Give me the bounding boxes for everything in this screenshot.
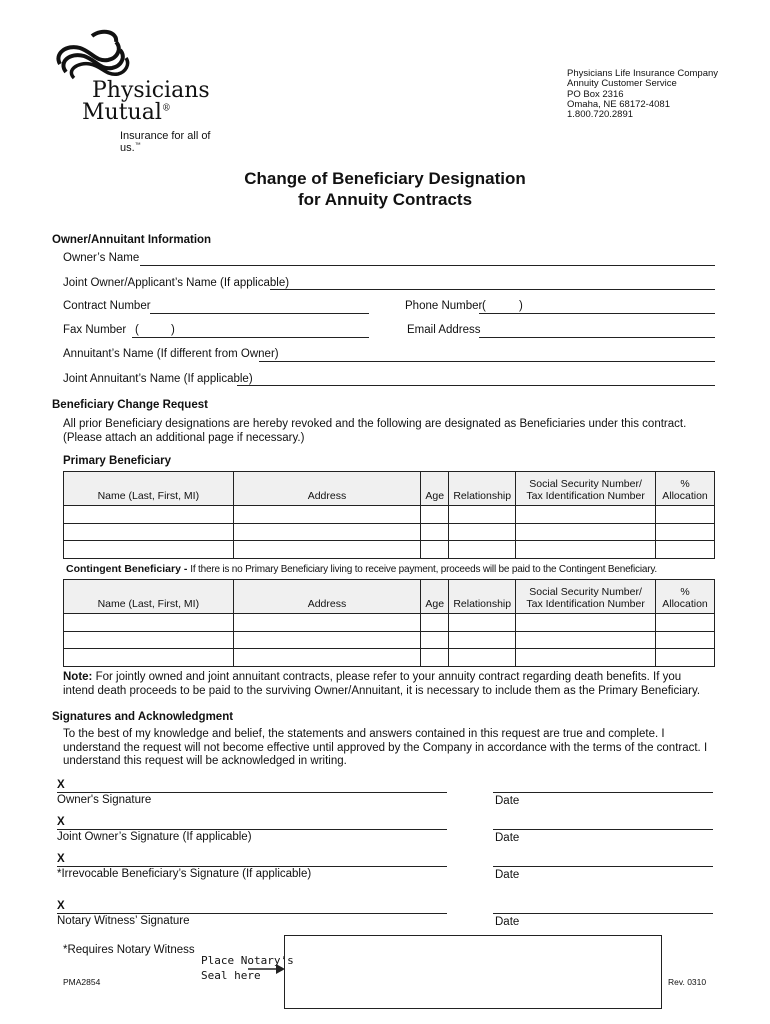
logo-text-mutual bbox=[82, 100, 171, 125]
cell[interactable] bbox=[449, 541, 516, 559]
col-ssn-line2: Tax Identification Number bbox=[526, 598, 645, 610]
primary-beneficiary-table bbox=[63, 471, 715, 559]
phone-paren-open: ( bbox=[482, 300, 486, 312]
requires-notary-note: *Requires Notary Witness bbox=[63, 944, 195, 956]
note-text: For jointly owned and joint annuitant contracts, please refer to your annuity contract regarding death benefits. If you intend death proceeds to be paid to the surviving Owner/Annuitant, it is necessary to include them as the Primary Beneficiary. bbox=[63, 671, 701, 697]
primary-beneficiary-heading: Primary Beneficiary bbox=[63, 455, 172, 467]
notary-signature-field[interactable] bbox=[57, 913, 447, 914]
seal-line1: Place Notary’s bbox=[201, 954, 294, 967]
cell[interactable] bbox=[233, 631, 421, 649]
signatures-heading: Signatures and Acknowledgment bbox=[52, 711, 234, 723]
table-row[interactable] bbox=[64, 614, 715, 632]
logo-text-physicians: Physicians bbox=[92, 78, 210, 103]
irrevocable-sig-x: X bbox=[57, 853, 65, 865]
beneficiary-note bbox=[63, 671, 715, 698]
notary-date-label: Date bbox=[495, 916, 520, 928]
joint-signature-label: Joint Owner’s Signature (If applicable) bbox=[57, 831, 252, 843]
company-logo bbox=[52, 26, 222, 154]
company-address bbox=[567, 69, 718, 120]
joint-sig-x: X bbox=[57, 816, 65, 828]
contract-number-field[interactable] bbox=[150, 313, 369, 314]
col-ssn bbox=[516, 472, 656, 506]
form-title-line2: for Annuity Contracts bbox=[297, 190, 473, 209]
cell[interactable] bbox=[656, 631, 715, 649]
logo-swirl-icon bbox=[52, 26, 132, 86]
cell[interactable] bbox=[516, 631, 656, 649]
cell[interactable] bbox=[233, 649, 421, 667]
table-header-row bbox=[64, 580, 715, 614]
table-row[interactable] bbox=[64, 541, 715, 559]
contingent-beneficiary-table bbox=[63, 579, 715, 667]
logo-tagline bbox=[120, 130, 222, 154]
phone-number-field[interactable] bbox=[479, 313, 715, 314]
col-ssn bbox=[516, 580, 656, 614]
cell[interactable] bbox=[421, 649, 449, 667]
cell[interactable] bbox=[421, 631, 449, 649]
col-address: Address bbox=[233, 472, 421, 506]
table-header-row bbox=[64, 472, 715, 506]
owner-name-label: Owner’s Name bbox=[63, 252, 140, 264]
beneficiary-intro: All prior Beneficiary designations are hereby revoked and the following are designated as Beneficiaries under this contract. (Please attach an additional page if necessary.) bbox=[63, 418, 687, 444]
company-dept: Annuity Customer Service bbox=[567, 78, 677, 90]
cell[interactable] bbox=[516, 614, 656, 632]
contingent-beneficiary-note: If there is no Primary Beneficiary living to receive payment, proceeds will be paid to the Contingent Beneficiary. bbox=[190, 564, 657, 575]
cell[interactable] bbox=[233, 506, 421, 524]
email-field[interactable] bbox=[479, 337, 715, 338]
contingent-beneficiary-heading: Contingent Beneficiary - bbox=[66, 563, 188, 575]
notary-seal-box[interactable] bbox=[284, 935, 662, 1009]
cell[interactable] bbox=[233, 541, 421, 559]
cell[interactable] bbox=[449, 506, 516, 524]
cell[interactable] bbox=[421, 614, 449, 632]
col-ssn-line1: Social Security Number/ bbox=[529, 586, 642, 598]
cell[interactable] bbox=[64, 523, 234, 541]
joint-owner-label: Joint Owner/Applicant’s Name (If applicable) bbox=[63, 277, 290, 289]
fax-paren-open: ( bbox=[135, 324, 139, 336]
joint-annuitant-field[interactable] bbox=[237, 385, 715, 386]
col-relationship: Relationship bbox=[449, 580, 516, 614]
table-row[interactable] bbox=[64, 649, 715, 667]
irrevocable-signature-label: *Irrevocable Beneficiary’s Signature (If applicable) bbox=[57, 868, 312, 880]
col-alloc-line1: % bbox=[680, 586, 690, 598]
contingent-heading-row bbox=[66, 563, 657, 575]
owner-sig-x: X bbox=[57, 779, 65, 791]
phone-paren-close: ) bbox=[519, 300, 523, 312]
email-label: Email Address bbox=[407, 324, 481, 336]
form-revision: Rev. 0310 bbox=[668, 977, 707, 987]
owner-date-label: Date bbox=[495, 795, 520, 807]
cell[interactable] bbox=[449, 631, 516, 649]
cell[interactable] bbox=[233, 523, 421, 541]
table-row[interactable] bbox=[64, 631, 715, 649]
joint-owner-field[interactable] bbox=[270, 289, 715, 290]
cell[interactable] bbox=[64, 649, 234, 667]
owner-section-heading: Owner/Annuitant Information bbox=[52, 234, 212, 246]
cell[interactable] bbox=[516, 541, 656, 559]
col-alloc-line2: Allocation bbox=[662, 598, 708, 610]
irrevocable-date-field[interactable] bbox=[493, 866, 713, 867]
col-alloc-line1: % bbox=[680, 478, 690, 490]
logo-text-mutual-word: Mutual bbox=[82, 100, 162, 125]
signatures-text: To the best of my knowledge and belief, the statements and answers contained in this request are true and complete. I understand the request will not become effective until approved by the Company in accordance with the terms of the contract. I understand this request will be acknowledged in writing. bbox=[63, 728, 708, 767]
joint-date-field[interactable] bbox=[493, 829, 713, 830]
cell[interactable] bbox=[449, 649, 516, 667]
notary-sig-x: X bbox=[57, 900, 65, 912]
table-row[interactable] bbox=[64, 523, 715, 541]
cell[interactable] bbox=[449, 523, 516, 541]
cell[interactable] bbox=[656, 541, 715, 559]
cell[interactable] bbox=[516, 649, 656, 667]
arrow-right-icon bbox=[246, 962, 286, 976]
col-ssn-line2: Tax Identification Number bbox=[526, 490, 645, 502]
cell[interactable] bbox=[516, 506, 656, 524]
col-address: Address bbox=[233, 580, 421, 614]
company-name: Physicians Life Insurance Company bbox=[567, 68, 719, 79]
annuitant-name-field[interactable] bbox=[259, 361, 715, 362]
company-po-box: PO Box 2316 bbox=[567, 88, 624, 100]
owner-signature-label: Owner's Signature bbox=[57, 794, 152, 806]
phone-number-label: Phone Number bbox=[405, 300, 483, 312]
cell[interactable] bbox=[656, 649, 715, 667]
col-age: Age bbox=[421, 472, 449, 506]
company-phone: 1.800.720.2891 bbox=[567, 109, 634, 121]
cell[interactable] bbox=[64, 506, 234, 524]
col-alloc-line2: Allocation bbox=[662, 490, 708, 502]
joint-date-label: Date bbox=[495, 832, 520, 844]
col-allocation bbox=[656, 472, 715, 506]
company-city: Omaha, NE 68172-4081 bbox=[567, 98, 670, 110]
cell[interactable] bbox=[656, 506, 715, 524]
notary-date-field[interactable] bbox=[493, 913, 713, 914]
cell[interactable] bbox=[421, 506, 449, 524]
owner-name-field[interactable] bbox=[140, 265, 715, 266]
joint-signature-field[interactable] bbox=[57, 829, 447, 830]
irrevocable-signature-field[interactable] bbox=[57, 866, 447, 867]
fax-number-label: Fax Number bbox=[63, 324, 127, 336]
cell[interactable] bbox=[233, 614, 421, 632]
note-label: Note: bbox=[63, 671, 93, 683]
cell[interactable] bbox=[64, 614, 234, 632]
registered-mark: ® bbox=[161, 103, 171, 114]
cell[interactable] bbox=[449, 614, 516, 632]
joint-annuitant-label: Joint Annuitant’s Name (If applicable) bbox=[63, 373, 253, 385]
fax-number-field[interactable] bbox=[132, 337, 369, 338]
owner-signature-field[interactable] bbox=[57, 792, 447, 793]
trademark-mark: ™ bbox=[134, 142, 141, 149]
cell[interactable] bbox=[421, 523, 449, 541]
tagline-text: Insurance for all of us. bbox=[120, 130, 211, 154]
beneficiary-section-heading: Beneficiary Change Request bbox=[52, 399, 208, 411]
cell[interactable] bbox=[64, 631, 234, 649]
form-title-line1: Change of Beneficiary Designation bbox=[244, 169, 526, 188]
fax-paren-close: ) bbox=[171, 324, 175, 336]
seal-line2: Seal here bbox=[201, 969, 261, 982]
cell[interactable] bbox=[421, 541, 449, 559]
owner-date-field[interactable] bbox=[493, 792, 713, 793]
col-age: Age bbox=[421, 580, 449, 614]
col-ssn-line1: Social Security Number/ bbox=[529, 478, 642, 490]
col-name: Name (Last, First, MI) bbox=[64, 472, 234, 506]
cell[interactable] bbox=[656, 614, 715, 632]
cell[interactable] bbox=[64, 541, 234, 559]
col-name: Name (Last, First, MI) bbox=[64, 580, 234, 614]
form-number: PMA2854 bbox=[63, 977, 101, 987]
contract-number-label: Contract Number bbox=[63, 300, 151, 312]
cell[interactable] bbox=[516, 523, 656, 541]
col-relationship: Relationship bbox=[449, 472, 516, 506]
annuitant-name-label: Annuitant’s Name (If different from Owner) bbox=[63, 348, 279, 360]
table-row[interactable] bbox=[64, 506, 715, 524]
irrevocable-date-label: Date bbox=[495, 869, 520, 881]
col-allocation bbox=[656, 580, 715, 614]
cell[interactable] bbox=[656, 523, 715, 541]
notary-signature-label: Notary Witness’ Signature bbox=[57, 915, 190, 927]
